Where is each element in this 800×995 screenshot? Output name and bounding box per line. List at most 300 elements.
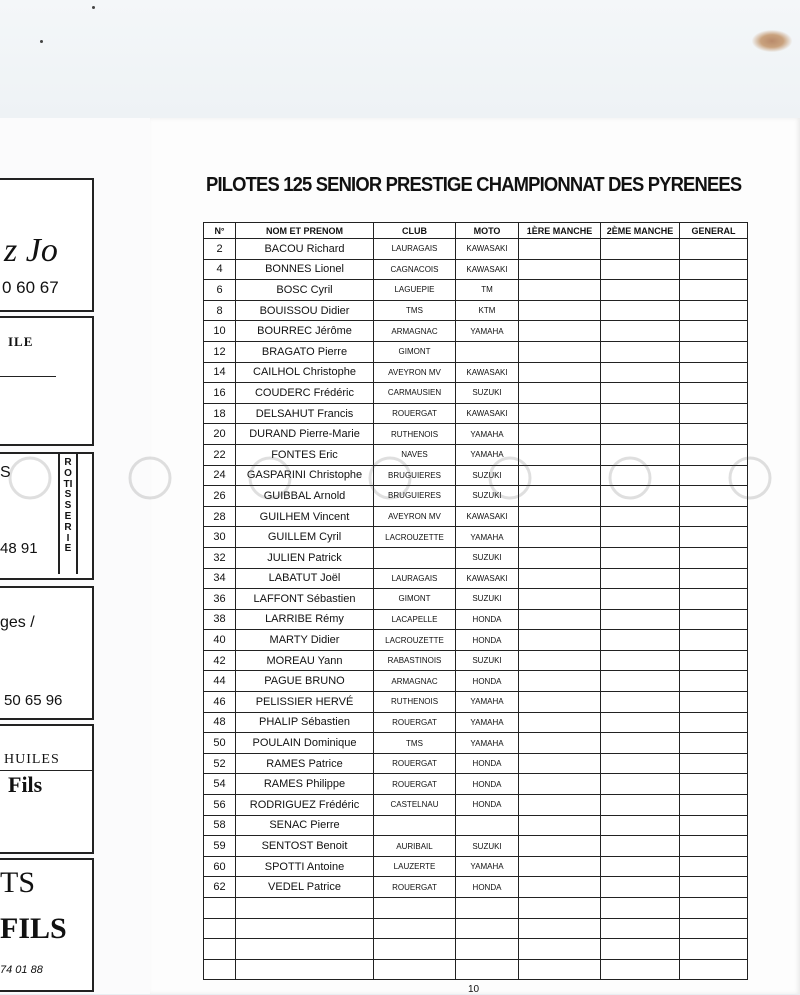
cell-moto: YAMAHA [456, 424, 519, 445]
cell-race1 [519, 650, 601, 671]
cell-club: AVEYRON MV [374, 362, 456, 383]
ad-heading: TS [0, 866, 36, 899]
cell-general [680, 795, 748, 816]
cell-club [374, 815, 456, 836]
cell-race1 [519, 630, 601, 651]
cell-name: BACOU Richard [236, 239, 374, 260]
cell-general [680, 383, 748, 404]
cell-moto: HONDA [456, 671, 519, 692]
table-body [204, 239, 748, 980]
cell-name: BOUISSOU Didier [236, 300, 374, 321]
cell-moto: KAWASAKI [456, 362, 519, 383]
left-page [0, 118, 150, 994]
ad-script-name: z Jo [4, 232, 58, 269]
table-row [204, 300, 748, 321]
cell-race2 [601, 795, 680, 816]
cell-name: GASPARINI Christophe [236, 465, 374, 486]
cell-club: AVEYRON MV [374, 506, 456, 527]
paper-stain [752, 30, 792, 52]
cell-race1 [519, 486, 601, 507]
table-row [204, 280, 748, 301]
cell-general [680, 630, 748, 651]
cell-moto: KTM [456, 300, 519, 321]
cell-number: 24 [204, 465, 236, 486]
cell-club: BRUGUIERES [374, 486, 456, 507]
cell-race2 [601, 609, 680, 630]
cell-general [680, 300, 748, 321]
cell-club: ARMAGNAC [374, 321, 456, 342]
table-row [204, 383, 748, 404]
cell-name: COUDERC Frédéric [236, 383, 374, 404]
cell-race2 [601, 547, 680, 568]
cell-general [680, 692, 748, 713]
ad-text: ILE [8, 334, 34, 349]
cell-general [680, 774, 748, 795]
table-row [204, 341, 748, 362]
cell-club: LACROUZETTE [374, 630, 456, 651]
cell-race1 [519, 341, 601, 362]
cell-number [204, 898, 236, 919]
col-header-moto: MOTO [456, 223, 519, 239]
cell-general [680, 239, 748, 260]
ad-box-6 [0, 858, 94, 992]
cell-club: ROUERGAT [374, 877, 456, 898]
cell-race2 [601, 898, 680, 919]
cell-club: LACROUZETTE [374, 527, 456, 548]
table-row [204, 362, 748, 383]
table-row [204, 547, 748, 568]
table-row [204, 527, 748, 548]
cell-general [680, 486, 748, 507]
col-header-club: CLUB [374, 223, 456, 239]
cell-race1 [519, 877, 601, 898]
cell-number: 16 [204, 383, 236, 404]
cell-general [680, 341, 748, 362]
cell-general [680, 877, 748, 898]
paper-speck [40, 40, 43, 43]
cell-general [680, 259, 748, 280]
cell-race1 [519, 424, 601, 445]
cell-race2 [601, 383, 680, 404]
cell-general [680, 280, 748, 301]
col-header-name: NOM ET PRENOM [236, 223, 374, 239]
cell-moto: YAMAHA [456, 527, 519, 548]
cell-moto: SUZUKI [456, 486, 519, 507]
col-header-race1: 1ÈRE MANCHE [519, 223, 601, 239]
cell-race1 [519, 259, 601, 280]
cell-general [680, 465, 748, 486]
table-row [204, 692, 748, 713]
cell-name: MARTY Didier [236, 630, 374, 651]
cell-race1 [519, 321, 601, 342]
cell-general [680, 918, 748, 939]
table-row [204, 465, 748, 486]
cell-club: LAURAGAIS [374, 568, 456, 589]
cell-race1 [519, 856, 601, 877]
cell-general [680, 424, 748, 445]
cell-general [680, 671, 748, 692]
cell-club: GIMONT [374, 341, 456, 362]
cell-race1 [519, 239, 601, 260]
cell-name: LARRIBE Rémy [236, 609, 374, 630]
cell-race1 [519, 568, 601, 589]
table-row [204, 444, 748, 465]
cell-moto: KAWASAKI [456, 568, 519, 589]
cell-race1 [519, 671, 601, 692]
cell-race2 [601, 877, 680, 898]
cell-moto: KAWASAKI [456, 259, 519, 280]
cell-name [236, 959, 374, 980]
cell-club: GIMONT [374, 589, 456, 610]
table-row [204, 486, 748, 507]
cell-club: ROUERGAT [374, 774, 456, 795]
cell-club: NAVES [374, 444, 456, 465]
cell-race1 [519, 403, 601, 424]
cell-number [204, 939, 236, 960]
cell-name [236, 939, 374, 960]
col-header-general: GENERAL [680, 223, 748, 239]
cell-number: 36 [204, 589, 236, 610]
cell-race2 [601, 506, 680, 527]
cell-general [680, 753, 748, 774]
cell-race2 [601, 671, 680, 692]
ad-box-2 [0, 316, 94, 446]
cell-name: PAGUE BRUNO [236, 671, 374, 692]
table-row [204, 918, 748, 939]
cell-name: BOURREC Jérôme [236, 321, 374, 342]
table-row [204, 815, 748, 836]
cell-moto: HONDA [456, 795, 519, 816]
cell-name: BONNES Lionel [236, 259, 374, 280]
cell-moto: YAMAHA [456, 692, 519, 713]
cell-moto [456, 341, 519, 362]
cell-general [680, 403, 748, 424]
ad-box-3 [0, 452, 94, 580]
table-row [204, 259, 748, 280]
cell-moto: SUZUKI [456, 547, 519, 568]
cell-number: 60 [204, 856, 236, 877]
cell-club: TMS [374, 733, 456, 754]
table-row [204, 939, 748, 960]
cell-number: 26 [204, 486, 236, 507]
cell-general [680, 444, 748, 465]
cell-race1 [519, 898, 601, 919]
cell-race1 [519, 506, 601, 527]
col-header-race2: 2ÈME MANCHE [601, 223, 680, 239]
cell-number: 4 [204, 259, 236, 280]
cell-general [680, 547, 748, 568]
cell-general [680, 898, 748, 919]
cell-name: PHALIP Sébastien [236, 712, 374, 733]
table-row [204, 589, 748, 610]
cell-race2 [601, 589, 680, 610]
cell-number: 58 [204, 815, 236, 836]
cell-name: POULAIN Dominique [236, 733, 374, 754]
paper-speck [92, 6, 95, 9]
cell-race2 [601, 650, 680, 671]
table-row [204, 403, 748, 424]
cell-race2 [601, 815, 680, 836]
cell-name: CAILHOL Christophe [236, 362, 374, 383]
cell-name [236, 918, 374, 939]
cell-race2 [601, 527, 680, 548]
ad-phone: 50 65 96 [4, 692, 63, 709]
cell-race2 [601, 465, 680, 486]
cell-race2 [601, 403, 680, 424]
cell-number: 44 [204, 671, 236, 692]
cell-race2 [601, 630, 680, 651]
cell-race2 [601, 341, 680, 362]
cell-moto: HONDA [456, 877, 519, 898]
table-row [204, 671, 748, 692]
cell-race1 [519, 815, 601, 836]
cell-moto: HONDA [456, 774, 519, 795]
cell-moto: YAMAHA [456, 321, 519, 342]
cell-moto: SUZUKI [456, 836, 519, 857]
cell-number [204, 918, 236, 939]
cell-number: 20 [204, 424, 236, 445]
cell-moto: SUZUKI [456, 465, 519, 486]
cell-race2 [601, 939, 680, 960]
cell-race1 [519, 589, 601, 610]
cell-number: 42 [204, 650, 236, 671]
cell-race2 [601, 259, 680, 280]
cell-name: JULIEN Patrick [236, 547, 374, 568]
rotisserie-band [58, 454, 78, 574]
cell-name: VEDEL Patrice [236, 877, 374, 898]
cell-name: GUILHEM Vincent [236, 506, 374, 527]
cell-moto [456, 959, 519, 980]
cell-general [680, 712, 748, 733]
cell-race1 [519, 527, 601, 548]
ad-phone: 0 60 67 [2, 278, 59, 297]
cell-moto: YAMAHA [456, 712, 519, 733]
table-row [204, 712, 748, 733]
cell-name: GUIBBAL Arnold [236, 486, 374, 507]
cell-race1 [519, 712, 601, 733]
cell-name: RAMES Philippe [236, 774, 374, 795]
cell-general [680, 321, 748, 342]
cell-club: LAUZERTE [374, 856, 456, 877]
cell-moto: HONDA [456, 630, 519, 651]
ad-box-1 [0, 178, 94, 312]
cell-club: RUTHENOIS [374, 424, 456, 445]
cell-race2 [601, 959, 680, 980]
cell-race2 [601, 239, 680, 260]
cell-number: 34 [204, 568, 236, 589]
cell-moto [456, 918, 519, 939]
cell-general [680, 856, 748, 877]
cell-race1 [519, 609, 601, 630]
cell-number: 2 [204, 239, 236, 260]
table-row [204, 836, 748, 857]
cell-name: GUILLEM Cyril [236, 527, 374, 548]
page-title: PILOTES 125 SENIOR PRESTIGE CHAMPIONNAT DES PYRENEES [206, 174, 742, 196]
table-row [204, 630, 748, 651]
cell-general [680, 939, 748, 960]
cell-name: BRAGATO Pierre [236, 341, 374, 362]
cell-moto: SUZUKI [456, 383, 519, 404]
cell-club: LAURAGAIS [374, 239, 456, 260]
ad-box-5 [0, 724, 94, 854]
cell-club: CASTELNAU [374, 795, 456, 816]
cell-name: PELISSIER HERVÉ [236, 692, 374, 713]
rotisserie-label: ROTISSERIE [63, 457, 73, 555]
cell-number: 6 [204, 280, 236, 301]
cell-race2 [601, 836, 680, 857]
ad-rule [0, 770, 92, 771]
cell-number: 54 [204, 774, 236, 795]
table-row [204, 506, 748, 527]
table-row [204, 568, 748, 589]
cell-race2 [601, 918, 680, 939]
cell-number: 22 [204, 444, 236, 465]
cell-number: 40 [204, 630, 236, 651]
cell-club: LAGUEPIE [374, 280, 456, 301]
cell-number: 48 [204, 712, 236, 733]
cell-race1 [519, 280, 601, 301]
cell-number: 38 [204, 609, 236, 630]
cell-name: DELSAHUT Francis [236, 403, 374, 424]
cell-race1 [519, 547, 601, 568]
cell-race1 [519, 774, 601, 795]
cell-club [374, 898, 456, 919]
cell-club: TMS [374, 300, 456, 321]
cell-general [680, 506, 748, 527]
cell-moto: SUZUKI [456, 589, 519, 610]
cell-club: RABASTINOIS [374, 650, 456, 671]
cell-number: 52 [204, 753, 236, 774]
cell-name: SPOTTI Antoine [236, 856, 374, 877]
cell-moto: HONDA [456, 609, 519, 630]
cell-race2 [601, 692, 680, 713]
table-row [204, 959, 748, 980]
ad-main: Fils [8, 772, 43, 797]
ad-letter: S [0, 464, 11, 481]
ad-main: FILS [0, 912, 67, 945]
cell-number: 14 [204, 362, 236, 383]
cell-general [680, 815, 748, 836]
cell-race2 [601, 280, 680, 301]
cell-name: MOREAU Yann [236, 650, 374, 671]
ad-box-4 [0, 586, 94, 720]
page-number: 10 [468, 984, 480, 995]
cell-name: SENTOST Benoit [236, 836, 374, 857]
cell-race2 [601, 486, 680, 507]
cell-club: CARMAUSIEN [374, 383, 456, 404]
cell-general [680, 568, 748, 589]
cell-race2 [601, 712, 680, 733]
cell-race2 [601, 733, 680, 754]
facing-page-top [0, 0, 800, 118]
table-row [204, 774, 748, 795]
cell-race2 [601, 774, 680, 795]
table-row [204, 856, 748, 877]
cell-race1 [519, 383, 601, 404]
cell-moto [456, 898, 519, 919]
cell-moto: KAWASAKI [456, 403, 519, 424]
cell-moto: KAWASAKI [456, 239, 519, 260]
cell-race2 [601, 444, 680, 465]
cell-general [680, 836, 748, 857]
cell-name: LAFFONT Sébastien [236, 589, 374, 610]
cell-number: 12 [204, 341, 236, 362]
table-row [204, 753, 748, 774]
ad-rule [0, 376, 56, 377]
cell-race1 [519, 692, 601, 713]
cell-club: BRUGUIERES [374, 465, 456, 486]
cell-number: 46 [204, 692, 236, 713]
cell-name [236, 898, 374, 919]
ad-phone: 48 91 [0, 540, 38, 557]
cell-general [680, 733, 748, 754]
cell-general [680, 650, 748, 671]
cell-number: 8 [204, 300, 236, 321]
cell-number: 32 [204, 547, 236, 568]
ad-text: ges / [0, 614, 35, 631]
cell-general [680, 589, 748, 610]
cell-number: 59 [204, 836, 236, 857]
table-row [204, 609, 748, 630]
cell-race1 [519, 465, 601, 486]
cell-moto: SUZUKI [456, 650, 519, 671]
cell-number: 50 [204, 733, 236, 754]
cell-general [680, 362, 748, 383]
cell-name: BOSC Cyril [236, 280, 374, 301]
cell-general [680, 959, 748, 980]
cell-moto: TM [456, 280, 519, 301]
cell-race2 [601, 362, 680, 383]
cell-number: 18 [204, 403, 236, 424]
cell-club [374, 939, 456, 960]
cell-race2 [601, 568, 680, 589]
cell-number [204, 959, 236, 980]
cell-race2 [601, 856, 680, 877]
table-row [204, 877, 748, 898]
cell-race2 [601, 300, 680, 321]
table-row [204, 239, 748, 260]
cell-race1 [519, 362, 601, 383]
cell-moto: HONDA [456, 753, 519, 774]
table-row [204, 898, 748, 919]
cell-number: 10 [204, 321, 236, 342]
cell-race1 [519, 733, 601, 754]
cell-race1 [519, 918, 601, 939]
cell-race1 [519, 444, 601, 465]
cell-moto: KAWASAKI [456, 506, 519, 527]
cell-club: ROUERGAT [374, 712, 456, 733]
cell-club [374, 959, 456, 980]
cell-number: 56 [204, 795, 236, 816]
table-row [204, 733, 748, 754]
header-row [204, 223, 748, 239]
cell-club: CAGNACOIS [374, 259, 456, 280]
cell-name: LABATUT Joël [236, 568, 374, 589]
cell-race1 [519, 753, 601, 774]
cell-race1 [519, 939, 601, 960]
cell-club: LACAPELLE [374, 609, 456, 630]
cell-club: ROUERGAT [374, 753, 456, 774]
ad-heading: HUILES [4, 752, 60, 767]
cell-race1 [519, 300, 601, 321]
col-header-number: N° [204, 223, 236, 239]
cell-moto: YAMAHA [456, 733, 519, 754]
cell-number: 62 [204, 877, 236, 898]
cell-race2 [601, 424, 680, 445]
table-row [204, 795, 748, 816]
cell-moto [456, 939, 519, 960]
cell-race1 [519, 795, 601, 816]
